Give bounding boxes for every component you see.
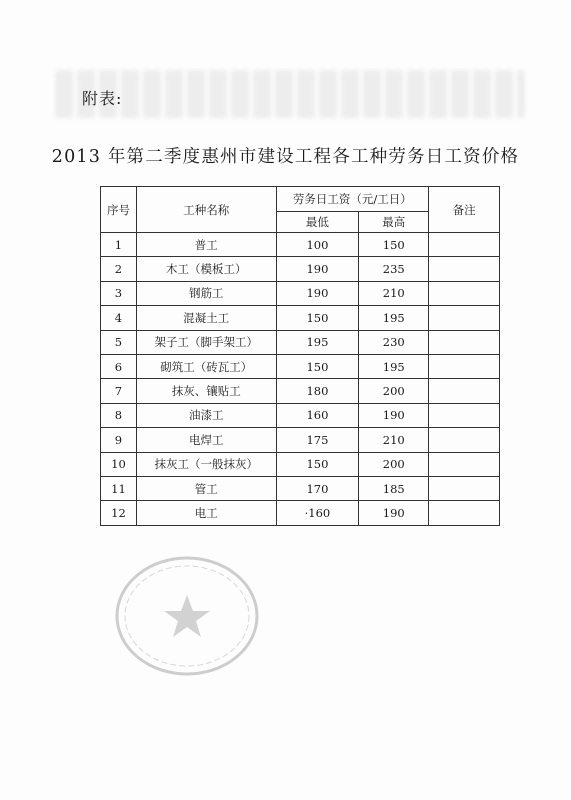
cell-max: 190 xyxy=(359,501,429,525)
document-title: 2013 年第二季度惠州市建设工程各工种劳务日工资价格 xyxy=(51,147,520,167)
cell-min: 160 xyxy=(276,403,359,427)
official-seal-icon xyxy=(112,553,262,679)
cell-max: 185 xyxy=(359,476,429,500)
cell-note xyxy=(429,330,500,354)
cell-name: 电焊工 xyxy=(136,428,276,452)
cell-min: 150 xyxy=(276,306,359,330)
cell-name: 抹灰、镶贴工 xyxy=(136,379,276,403)
cell-note xyxy=(429,306,500,330)
cell-no: 2 xyxy=(101,257,137,281)
header-wage-group: 劳务日工资（元/工日） xyxy=(276,187,429,212)
cell-name: 混凝土工 xyxy=(136,306,276,330)
cell-no: 4 xyxy=(101,306,137,330)
cell-no: 7 xyxy=(101,379,137,403)
cell-name: 架子工（脚手架工） xyxy=(136,330,276,354)
attachment-label: 附表: xyxy=(82,89,123,108)
cell-no: 10 xyxy=(101,452,137,476)
cell-name: 钢筋工 xyxy=(136,281,276,305)
cell-min: 175 xyxy=(276,428,359,452)
cell-no: 12 xyxy=(101,501,137,525)
cell-note xyxy=(429,476,500,500)
cell-min: 190 xyxy=(276,281,359,305)
header-max: 最高 xyxy=(359,212,429,233)
table-header xyxy=(101,187,500,233)
cell-note xyxy=(429,257,500,281)
table-row xyxy=(101,501,500,525)
cell-max: 200 xyxy=(359,452,429,476)
cell-no: 8 xyxy=(101,403,137,427)
cell-no: 1 xyxy=(101,233,137,257)
cell-min: 195 xyxy=(276,330,359,354)
cell-no: 11 xyxy=(101,476,137,500)
header-name: 工种名称 xyxy=(136,187,276,233)
cell-min: 180 xyxy=(276,379,359,403)
cell-min: 190 xyxy=(276,257,359,281)
cell-no: 9 xyxy=(101,428,137,452)
cell-min: 150 xyxy=(276,452,359,476)
cell-note xyxy=(429,354,500,378)
cell-max: 190 xyxy=(359,403,429,427)
table-row xyxy=(101,281,500,305)
table-row xyxy=(101,257,500,281)
table-row xyxy=(101,452,500,476)
cell-note xyxy=(429,281,500,305)
cell-min: ·160 xyxy=(276,501,359,525)
cell-note xyxy=(429,428,500,452)
cell-name: 普工 xyxy=(136,233,276,257)
cell-min: 100 xyxy=(276,233,359,257)
cell-note xyxy=(429,501,500,525)
cell-max: 235 xyxy=(359,257,429,281)
cell-no: 6 xyxy=(101,354,137,378)
cell-name: 抹灰工（一般抹灰） xyxy=(136,452,276,476)
table-row xyxy=(101,330,500,354)
cell-name: 管工 xyxy=(136,476,276,500)
cell-min: 150 xyxy=(276,354,359,378)
table-row xyxy=(101,403,500,427)
cell-no: 3 xyxy=(101,281,137,305)
header-no: 序号 xyxy=(101,187,137,233)
cell-no: 5 xyxy=(101,330,137,354)
table-row xyxy=(101,476,500,500)
cell-note xyxy=(429,233,500,257)
cell-max: 200 xyxy=(359,379,429,403)
cell-note xyxy=(429,452,500,476)
cell-max: 230 xyxy=(359,330,429,354)
header-min: 最低 xyxy=(276,212,359,233)
table-row xyxy=(101,428,500,452)
cell-max: 210 xyxy=(359,428,429,452)
cell-max: 210 xyxy=(359,281,429,305)
table-row xyxy=(101,233,500,257)
cell-min: 170 xyxy=(276,476,359,500)
cell-max: 195 xyxy=(359,306,429,330)
cell-name: 油漆工 xyxy=(136,403,276,427)
cell-max: 150 xyxy=(359,233,429,257)
cell-name: 砌筑工（砖瓦工） xyxy=(136,354,276,378)
cell-max: 195 xyxy=(359,354,429,378)
cell-note xyxy=(429,379,500,403)
header-note: 备注 xyxy=(429,187,500,233)
bleed-through-text xyxy=(55,70,525,118)
wage-table xyxy=(100,186,500,526)
cell-note xyxy=(429,403,500,427)
cell-name: 电工 xyxy=(136,501,276,525)
cell-name: 木工（模板工） xyxy=(136,257,276,281)
table-row xyxy=(101,379,500,403)
table-body xyxy=(101,233,500,526)
table-row xyxy=(101,354,500,378)
table-row xyxy=(101,306,500,330)
